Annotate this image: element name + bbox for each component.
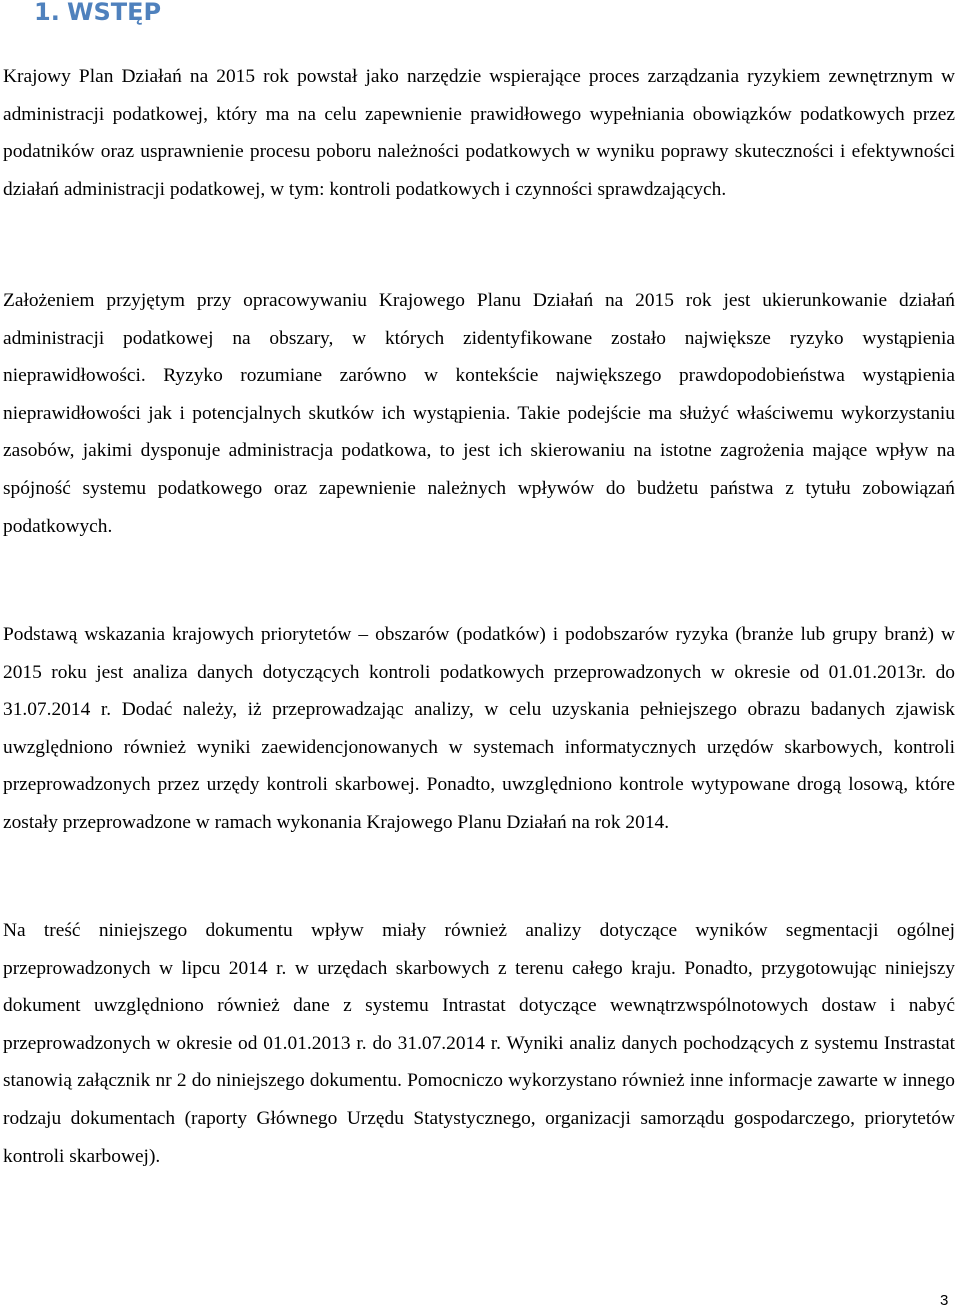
page-number: 3 xyxy=(940,1292,949,1309)
section-number: 1. xyxy=(34,0,60,26)
section-title: WSTĘP xyxy=(67,0,162,26)
paragraph-intro: Krajowy Plan Działań na 2015 rok powstał jako narzędzie wspierające proces zarządzania ryzykiem zewnętrznym w administracji podatkowej, który ma na celu zapewnienie prawidłowego wypełniania obowiązków podatkowych przez podatników oraz usprawnienie procesu poboru należności podatkowych w wyniku poprawy skuteczności i efektywności działań administracji podatkowej, w tym: kontroli podatkowych i czynności sprawdzających. xyxy=(3,66,955,200)
paragraph-assumptions: Założeniem przyjętym przy opracowywaniu Krajowego Planu Działań na 2015 rok jest ukierunkowanie działań administracji podatkowej na obszary, w których zidentyfikowane zostało największe ryzyko wystąpienia nieprawidłowości. Ryzyko rozumiane zarówno w kontekście największego prawdopodobieństwa wystąpienia nieprawidłowości jak i potencjalnych skutków ich wystąpienia. Takie podejście ma służyć właściwemu wykorzystaniu zasobów, jakimi dysponuje administracja podatkowa, to jest ich skierowaniu na istotne zagrożenia mające wpływ na spójność systemu podatkowego oraz zapewnienie należnych wpływów do budżetu państwa z tytułu zobowiązań podatkowych. xyxy=(3,290,955,537)
paragraph-priorities-basis: Podstawą wskazania krajowych priorytetów – obszarów (podatków) i podobszarów ryzyka (branże lub grupy branż) w 2015 roku jest analiza danych dotyczących kontroli podatkowych przeprowadzonych w okresie od 01.01.2013r. do 31.07.2014 r. Dodać należy, iż przeprowadzając analizy, w celu uzyskania pełniejszego obrazu badanych zjawisk uwzględniono również wyniki zaewidencjonowanych w systemach informatycznych urzędów skarbowych, kontroli przeprowadzonych przez urzędy kontroli skarbowej. Ponadto, uwzględniono kontrole wytypowane drogą losową, które zostały przeprowadzone w ramach wykonania Krajowego Planu Działań na rok 2014. xyxy=(3,624,955,833)
paragraph-additional-sources: Na treść niniejszego dokumentu wpływ miały również analizy dotyczące wyników segmentacji ogólnej przeprowadzonych w lipcu 2014 r. w urzędach skarbowych z terenu całego kraju. Ponadto, przygotowując niniejszy dokument uwzględniono również dane z systemu Intrastat dotyczące wewnątrzwspólnotowych dostaw i nabyć przeprowadzonych w okresie od 01.01.2013 r. do 31.07.2014 r. Wyniki analiz danych pochodzących z systemu Instrastat stanowią załącznik nr 2 do niniejszego dokumentu. Pomocniczo wykorzystano również inne informacje zawarte w innego rodzaju dokumentach (raporty Głównego Urzędu Statystycznego, organizacji samorządu gospodarczego, priorytetów kontroli skarbowej). xyxy=(3,920,955,1167)
